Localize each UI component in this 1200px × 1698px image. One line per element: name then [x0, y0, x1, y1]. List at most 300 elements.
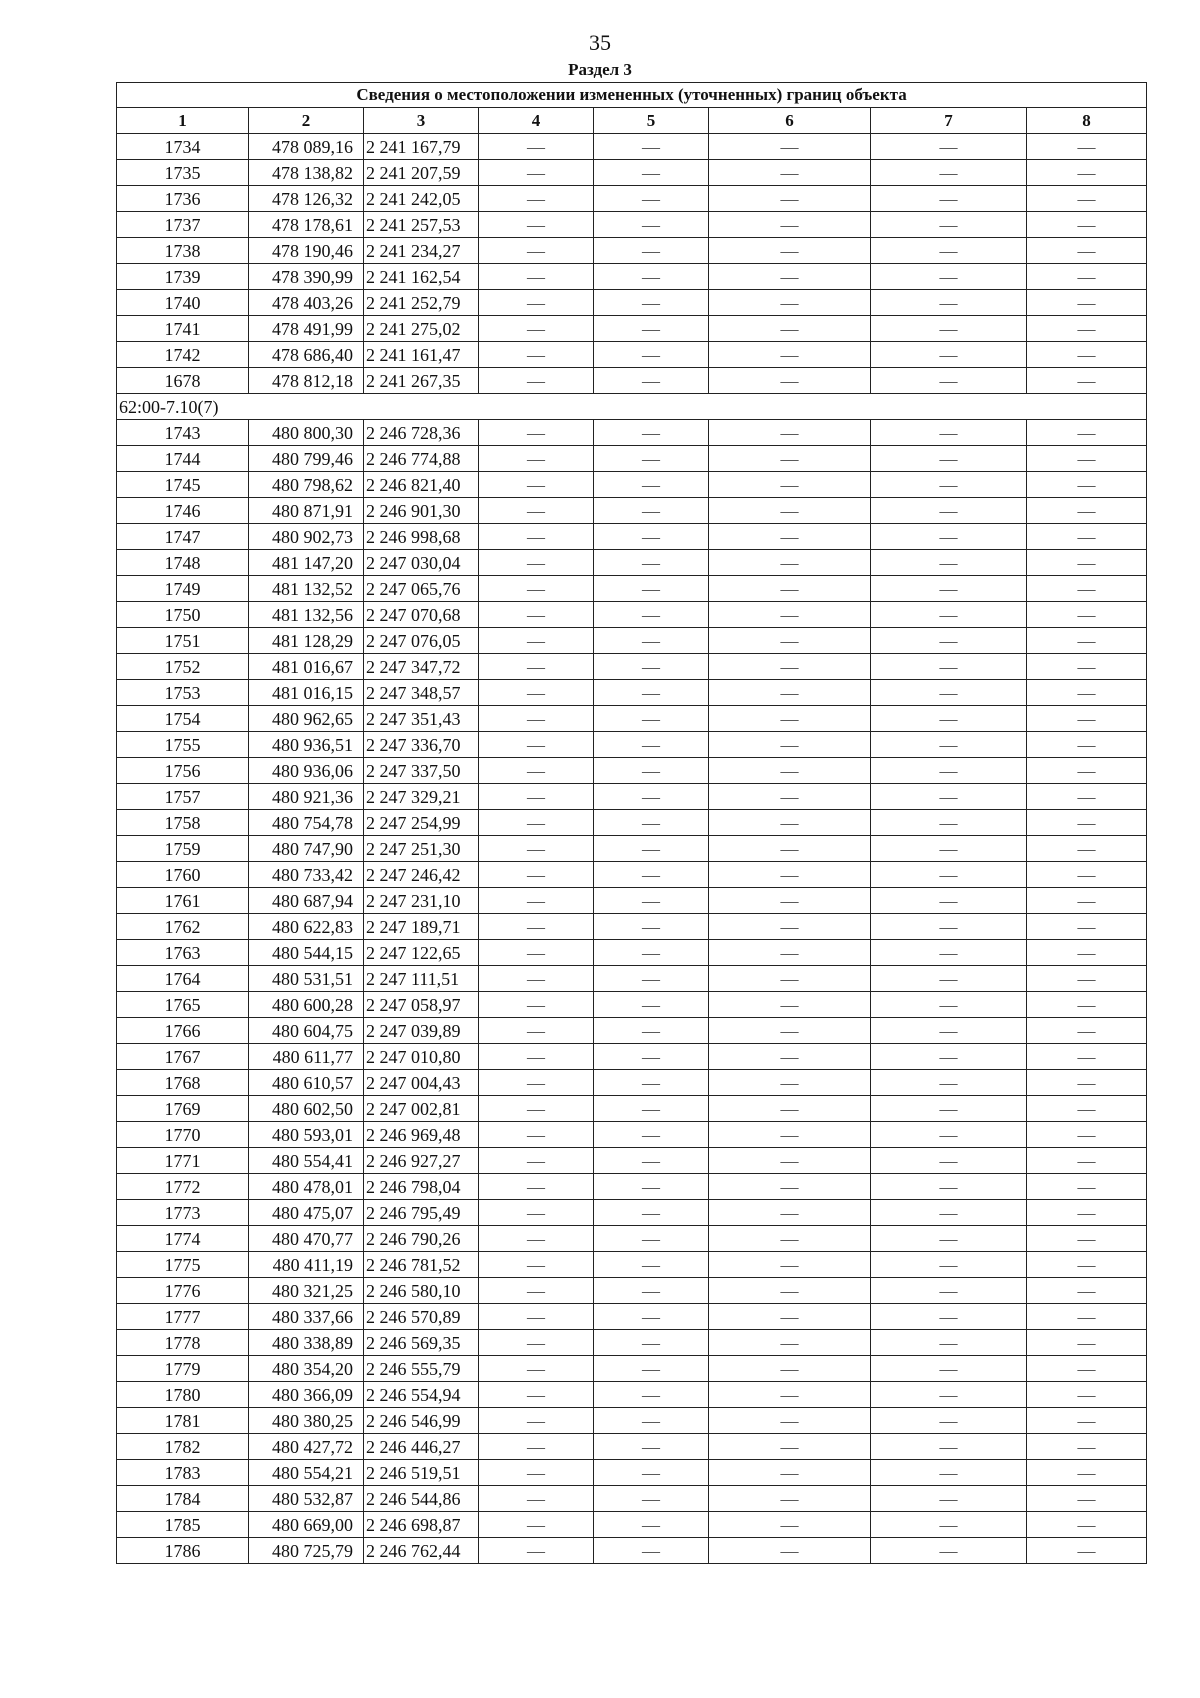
empty-value-cell: —: [594, 1512, 709, 1538]
x-coordinate-cell: 480 531,51: [249, 966, 364, 992]
empty-value-cell: —: [871, 706, 1027, 732]
x-coordinate-cell: 481 132,56: [249, 602, 364, 628]
table-row: [117, 654, 1147, 680]
table-row: [117, 186, 1147, 212]
empty-value-cell: —: [871, 134, 1027, 160]
empty-value-cell: —: [1027, 1382, 1147, 1408]
empty-value-cell: —: [709, 1252, 871, 1278]
empty-value-cell: —: [594, 914, 709, 940]
y-coordinate-cell: 2 241 275,02: [364, 316, 479, 342]
empty-value-cell: —: [871, 1330, 1027, 1356]
empty-value-cell: —: [871, 1018, 1027, 1044]
y-coordinate-cell: 2 247 246,42: [364, 862, 479, 888]
empty-value-cell: —: [594, 654, 709, 680]
empty-value-cell: —: [709, 1460, 871, 1486]
table-row: [117, 1434, 1147, 1460]
table-body: [117, 134, 1147, 1564]
y-coordinate-cell: 2 246 927,27: [364, 1148, 479, 1174]
x-coordinate-cell: 480 936,51: [249, 732, 364, 758]
empty-value-cell: —: [1027, 706, 1147, 732]
empty-value-cell: —: [709, 1044, 871, 1070]
x-coordinate-cell: 478 403,26: [249, 290, 364, 316]
empty-value-cell: —: [594, 212, 709, 238]
table-row: [117, 784, 1147, 810]
y-coordinate-cell: 2 247 348,57: [364, 680, 479, 706]
x-coordinate-cell: 480 936,06: [249, 758, 364, 784]
empty-value-cell: —: [1027, 212, 1147, 238]
empty-value-cell: —: [871, 888, 1027, 914]
table-row: [117, 524, 1147, 550]
empty-value-cell: —: [871, 1174, 1027, 1200]
table-row: [117, 576, 1147, 602]
point-number-cell: 1767: [117, 1044, 249, 1070]
empty-value-cell: —: [1027, 1252, 1147, 1278]
empty-value-cell: —: [709, 1408, 871, 1434]
empty-value-cell: —: [709, 264, 871, 290]
point-number-cell: 1735: [117, 160, 249, 186]
point-number-cell: 1739: [117, 264, 249, 290]
table-row: [117, 1018, 1147, 1044]
x-coordinate-cell: 481 016,67: [249, 654, 364, 680]
empty-value-cell: —: [479, 446, 594, 472]
empty-value-cell: —: [594, 550, 709, 576]
point-number-cell: 1741: [117, 316, 249, 342]
empty-value-cell: —: [709, 1356, 871, 1382]
y-coordinate-cell: 2 246 795,49: [364, 1200, 479, 1226]
point-number-cell: 1761: [117, 888, 249, 914]
x-coordinate-cell: 480 798,62: [249, 472, 364, 498]
empty-value-cell: —: [1027, 888, 1147, 914]
empty-value-cell: —: [1027, 1408, 1147, 1434]
empty-value-cell: —: [709, 992, 871, 1018]
point-number-cell: 1747: [117, 524, 249, 550]
point-number-cell: 1762: [117, 914, 249, 940]
empty-value-cell: —: [479, 160, 594, 186]
table-row: [117, 1356, 1147, 1382]
x-coordinate-cell: 480 921,36: [249, 784, 364, 810]
point-number-cell: 1760: [117, 862, 249, 888]
empty-value-cell: —: [1027, 602, 1147, 628]
table-row: [117, 992, 1147, 1018]
empty-value-cell: —: [709, 368, 871, 394]
point-number-cell: 1778: [117, 1330, 249, 1356]
empty-value-cell: —: [479, 368, 594, 394]
empty-value-cell: —: [479, 732, 594, 758]
x-coordinate-cell: 480 380,25: [249, 1408, 364, 1434]
empty-value-cell: —: [871, 1512, 1027, 1538]
point-number-cell: 1745: [117, 472, 249, 498]
page-number: 35: [589, 30, 611, 55]
empty-value-cell: —: [1027, 1018, 1147, 1044]
y-coordinate-cell: 2 241 267,35: [364, 368, 479, 394]
empty-value-cell: —: [479, 1434, 594, 1460]
empty-value-cell: —: [479, 524, 594, 550]
y-coordinate-cell: 2 246 774,88: [364, 446, 479, 472]
y-coordinate-cell: 2 246 446,27: [364, 1434, 479, 1460]
empty-value-cell: —: [594, 264, 709, 290]
empty-value-cell: —: [1027, 1226, 1147, 1252]
empty-value-cell: —: [709, 914, 871, 940]
x-coordinate-cell: 480 725,79: [249, 1538, 364, 1564]
empty-value-cell: —: [709, 238, 871, 264]
empty-value-cell: —: [709, 160, 871, 186]
x-coordinate-cell: 481 016,15: [249, 680, 364, 706]
column-header: 6: [709, 108, 871, 134]
empty-value-cell: —: [1027, 628, 1147, 654]
empty-value-cell: —: [871, 1148, 1027, 1174]
empty-value-cell: —: [594, 290, 709, 316]
empty-value-cell: —: [709, 1512, 871, 1538]
x-coordinate-cell: 481 128,29: [249, 628, 364, 654]
empty-value-cell: —: [709, 940, 871, 966]
empty-value-cell: —: [871, 1486, 1027, 1512]
empty-value-cell: —: [709, 1070, 871, 1096]
y-coordinate-cell: 2 247 336,70: [364, 732, 479, 758]
y-coordinate-cell: 2 241 234,27: [364, 238, 479, 264]
empty-value-cell: —: [594, 1304, 709, 1330]
empty-value-cell: —: [594, 784, 709, 810]
x-coordinate-cell: 480 321,25: [249, 1278, 364, 1304]
y-coordinate-cell: 2 246 546,99: [364, 1408, 479, 1434]
point-number-cell: 1755: [117, 732, 249, 758]
empty-value-cell: —: [871, 784, 1027, 810]
empty-value-cell: —: [479, 888, 594, 914]
table-row: [117, 160, 1147, 186]
x-coordinate-cell: 480 800,30: [249, 420, 364, 446]
empty-value-cell: —: [594, 602, 709, 628]
empty-value-cell: —: [1027, 1356, 1147, 1382]
empty-value-cell: —: [594, 1200, 709, 1226]
empty-value-cell: —: [871, 1434, 1027, 1460]
empty-value-cell: —: [479, 1408, 594, 1434]
y-coordinate-cell: 2 247 189,71: [364, 914, 479, 940]
point-number-cell: 1758: [117, 810, 249, 836]
empty-value-cell: —: [479, 810, 594, 836]
empty-value-cell: —: [871, 758, 1027, 784]
x-coordinate-cell: 480 902,73: [249, 524, 364, 550]
empty-value-cell: —: [1027, 550, 1147, 576]
empty-value-cell: —: [871, 524, 1027, 550]
empty-value-cell: —: [594, 1330, 709, 1356]
column-header: 3: [364, 108, 479, 134]
y-coordinate-cell: 2 247 347,72: [364, 654, 479, 680]
point-number-cell: 1783: [117, 1460, 249, 1486]
empty-value-cell: —: [594, 1148, 709, 1174]
empty-value-cell: —: [479, 1200, 594, 1226]
x-coordinate-cell: 480 962,65: [249, 706, 364, 732]
empty-value-cell: —: [871, 1278, 1027, 1304]
empty-value-cell: —: [594, 368, 709, 394]
y-coordinate-cell: 2 247 010,80: [364, 1044, 479, 1070]
empty-value-cell: —: [1027, 342, 1147, 368]
table-row: [117, 1044, 1147, 1070]
table-row: [117, 1226, 1147, 1252]
x-coordinate-cell: 478 686,40: [249, 342, 364, 368]
empty-value-cell: —: [479, 1148, 594, 1174]
empty-value-cell: —: [871, 1304, 1027, 1330]
group-row: [117, 394, 1147, 420]
x-coordinate-cell: 480 544,15: [249, 940, 364, 966]
empty-value-cell: —: [871, 368, 1027, 394]
y-coordinate-cell: 2 247 039,89: [364, 1018, 479, 1044]
empty-value-cell: —: [479, 1356, 594, 1382]
y-coordinate-cell: 2 247 058,97: [364, 992, 479, 1018]
empty-value-cell: —: [709, 524, 871, 550]
point-number-cell: 1756: [117, 758, 249, 784]
y-coordinate-cell: 2 246 519,51: [364, 1460, 479, 1486]
empty-value-cell: —: [709, 186, 871, 212]
table-header-row: [117, 108, 1147, 134]
table-row: [117, 1486, 1147, 1512]
empty-value-cell: —: [871, 1252, 1027, 1278]
table-row: [117, 1460, 1147, 1486]
y-coordinate-cell: 2 241 161,47: [364, 342, 479, 368]
empty-value-cell: —: [709, 732, 871, 758]
empty-value-cell: —: [479, 966, 594, 992]
empty-value-cell: —: [1027, 1304, 1147, 1330]
empty-value-cell: —: [709, 420, 871, 446]
empty-value-cell: —: [1027, 992, 1147, 1018]
empty-value-cell: —: [1027, 810, 1147, 836]
group-label: 62:00-7.10(7): [117, 394, 1147, 420]
empty-value-cell: —: [594, 576, 709, 602]
x-coordinate-cell: 478 089,16: [249, 134, 364, 160]
y-coordinate-cell: 2 246 570,89: [364, 1304, 479, 1330]
y-coordinate-cell: 2 246 555,79: [364, 1356, 479, 1382]
empty-value-cell: —: [709, 862, 871, 888]
empty-value-cell: —: [709, 316, 871, 342]
empty-value-cell: —: [709, 1226, 871, 1252]
y-coordinate-cell: 2 246 554,94: [364, 1382, 479, 1408]
empty-value-cell: —: [871, 316, 1027, 342]
point-number-cell: 1753: [117, 680, 249, 706]
empty-value-cell: —: [709, 472, 871, 498]
empty-value-cell: —: [709, 836, 871, 862]
empty-value-cell: —: [709, 628, 871, 654]
y-coordinate-cell: 2 247 329,21: [364, 784, 479, 810]
y-coordinate-cell: 2 247 351,43: [364, 706, 479, 732]
empty-value-cell: —: [479, 602, 594, 628]
empty-value-cell: —: [871, 238, 1027, 264]
empty-value-cell: —: [871, 1538, 1027, 1564]
empty-value-cell: —: [871, 1070, 1027, 1096]
x-coordinate-cell: 480 427,72: [249, 1434, 364, 1460]
empty-value-cell: —: [709, 1330, 871, 1356]
column-header: 8: [1027, 108, 1147, 134]
point-number-cell: 1740: [117, 290, 249, 316]
empty-value-cell: —: [871, 1200, 1027, 1226]
empty-value-cell: —: [871, 966, 1027, 992]
x-coordinate-cell: 481 147,20: [249, 550, 364, 576]
x-coordinate-cell: 480 354,20: [249, 1356, 364, 1382]
empty-value-cell: —: [594, 680, 709, 706]
empty-value-cell: —: [479, 836, 594, 862]
y-coordinate-cell: 2 246 762,44: [364, 1538, 479, 1564]
table-row: [117, 810, 1147, 836]
point-number-cell: 1749: [117, 576, 249, 602]
point-number-cell: 1769: [117, 1096, 249, 1122]
empty-value-cell: —: [871, 1460, 1027, 1486]
table-row: [117, 1122, 1147, 1148]
y-coordinate-cell: 2 246 969,48: [364, 1122, 479, 1148]
empty-value-cell: —: [871, 446, 1027, 472]
x-coordinate-cell: 480 554,21: [249, 1460, 364, 1486]
empty-value-cell: —: [1027, 290, 1147, 316]
point-number-cell: 1781: [117, 1408, 249, 1434]
empty-value-cell: —: [1027, 1070, 1147, 1096]
empty-value-cell: —: [871, 1096, 1027, 1122]
empty-value-cell: —: [1027, 1122, 1147, 1148]
table-row: [117, 238, 1147, 264]
empty-value-cell: —: [594, 1486, 709, 1512]
empty-value-cell: —: [709, 1096, 871, 1122]
empty-value-cell: —: [1027, 680, 1147, 706]
empty-value-cell: —: [479, 238, 594, 264]
empty-value-cell: —: [594, 1122, 709, 1148]
y-coordinate-cell: 2 246 728,36: [364, 420, 479, 446]
empty-value-cell: —: [479, 550, 594, 576]
y-coordinate-cell: 2 246 781,52: [364, 1252, 479, 1278]
empty-value-cell: —: [871, 420, 1027, 446]
empty-value-cell: —: [1027, 446, 1147, 472]
x-coordinate-cell: 480 478,01: [249, 1174, 364, 1200]
empty-value-cell: —: [1027, 1538, 1147, 1564]
table-row: [117, 498, 1147, 524]
empty-value-cell: —: [594, 1434, 709, 1460]
empty-value-cell: —: [479, 1538, 594, 1564]
table-row: [117, 1382, 1147, 1408]
empty-value-cell: —: [871, 940, 1027, 966]
empty-value-cell: —: [479, 316, 594, 342]
empty-value-cell: —: [709, 654, 871, 680]
x-coordinate-cell: 478 812,18: [249, 368, 364, 394]
x-coordinate-cell: 480 532,87: [249, 1486, 364, 1512]
empty-value-cell: —: [709, 1148, 871, 1174]
table-row: [117, 212, 1147, 238]
table-row: [117, 420, 1147, 446]
point-number-cell: 1784: [117, 1486, 249, 1512]
empty-value-cell: —: [594, 732, 709, 758]
empty-value-cell: —: [871, 914, 1027, 940]
empty-value-cell: —: [709, 1200, 871, 1226]
table-row: [117, 628, 1147, 654]
x-coordinate-cell: 480 610,57: [249, 1070, 364, 1096]
y-coordinate-cell: 2 247 122,65: [364, 940, 479, 966]
empty-value-cell: —: [871, 836, 1027, 862]
empty-value-cell: —: [594, 1174, 709, 1200]
y-coordinate-cell: 2 241 162,54: [364, 264, 479, 290]
point-number-cell: 1780: [117, 1382, 249, 1408]
empty-value-cell: —: [1027, 368, 1147, 394]
empty-value-cell: —: [479, 498, 594, 524]
empty-value-cell: —: [709, 212, 871, 238]
point-number-cell: 1678: [117, 368, 249, 394]
empty-value-cell: —: [479, 1226, 594, 1252]
empty-value-cell: —: [594, 836, 709, 862]
empty-value-cell: —: [594, 628, 709, 654]
empty-value-cell: —: [479, 1278, 594, 1304]
x-coordinate-cell: 478 178,61: [249, 212, 364, 238]
empty-value-cell: —: [871, 680, 1027, 706]
table-row: [117, 1330, 1147, 1356]
table-row: [117, 1538, 1147, 1564]
empty-value-cell: —: [1027, 1330, 1147, 1356]
table-row: [117, 1304, 1147, 1330]
table-caption-row: [117, 83, 1147, 108]
empty-value-cell: —: [871, 550, 1027, 576]
empty-value-cell: —: [871, 1408, 1027, 1434]
point-number-cell: 1750: [117, 602, 249, 628]
empty-value-cell: —: [594, 524, 709, 550]
y-coordinate-cell: 2 247 337,50: [364, 758, 479, 784]
empty-value-cell: —: [479, 264, 594, 290]
empty-value-cell: —: [1027, 264, 1147, 290]
empty-value-cell: —: [479, 1070, 594, 1096]
point-number-cell: 1768: [117, 1070, 249, 1096]
point-number-cell: 1777: [117, 1304, 249, 1330]
point-number-cell: 1782: [117, 1434, 249, 1460]
empty-value-cell: —: [709, 1304, 871, 1330]
empty-value-cell: —: [871, 602, 1027, 628]
empty-value-cell: —: [871, 810, 1027, 836]
y-coordinate-cell: 2 246 580,10: [364, 1278, 479, 1304]
empty-value-cell: —: [479, 134, 594, 160]
y-coordinate-cell: 2 246 998,68: [364, 524, 479, 550]
x-coordinate-cell: 478 491,99: [249, 316, 364, 342]
empty-value-cell: —: [479, 1252, 594, 1278]
table-row: [117, 836, 1147, 862]
empty-value-cell: —: [1027, 134, 1147, 160]
table-row: [117, 1174, 1147, 1200]
empty-value-cell: —: [709, 758, 871, 784]
empty-value-cell: —: [709, 134, 871, 160]
empty-value-cell: —: [871, 576, 1027, 602]
empty-value-cell: —: [1027, 498, 1147, 524]
point-number-cell: 1759: [117, 836, 249, 862]
empty-value-cell: —: [709, 1382, 871, 1408]
empty-value-cell: —: [871, 498, 1027, 524]
empty-value-cell: —: [479, 654, 594, 680]
empty-value-cell: —: [709, 706, 871, 732]
y-coordinate-cell: 2 247 030,04: [364, 550, 479, 576]
y-coordinate-cell: 2 247 231,10: [364, 888, 479, 914]
x-coordinate-cell: 480 600,28: [249, 992, 364, 1018]
empty-value-cell: —: [1027, 1174, 1147, 1200]
empty-value-cell: —: [709, 1434, 871, 1460]
x-coordinate-cell: 480 687,94: [249, 888, 364, 914]
empty-value-cell: —: [479, 186, 594, 212]
empty-value-cell: —: [594, 1538, 709, 1564]
table-row: [117, 134, 1147, 160]
table-row: [117, 1148, 1147, 1174]
x-coordinate-cell: 481 132,52: [249, 576, 364, 602]
section-title: Раздел 3: [568, 60, 632, 79]
empty-value-cell: —: [1027, 1486, 1147, 1512]
point-number-cell: 1786: [117, 1538, 249, 1564]
empty-value-cell: —: [1027, 1512, 1147, 1538]
empty-value-cell: —: [479, 914, 594, 940]
point-number-cell: 1736: [117, 186, 249, 212]
empty-value-cell: —: [1027, 654, 1147, 680]
empty-value-cell: —: [479, 420, 594, 446]
empty-value-cell: —: [479, 940, 594, 966]
table-row: [117, 602, 1147, 628]
y-coordinate-cell: 2 246 798,04: [364, 1174, 479, 1200]
empty-value-cell: —: [479, 992, 594, 1018]
point-number-cell: 1744: [117, 446, 249, 472]
empty-value-cell: —: [594, 446, 709, 472]
x-coordinate-cell: 478 126,32: [249, 186, 364, 212]
